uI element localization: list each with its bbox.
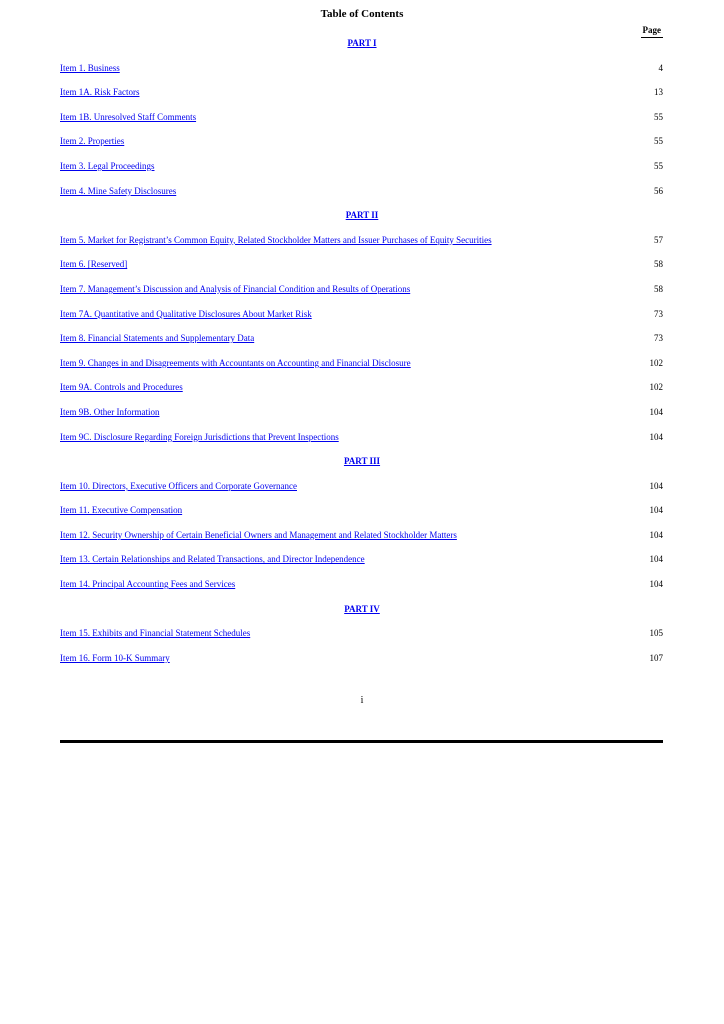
- toc-row: [60, 576, 664, 601]
- toc-row: [60, 232, 664, 257]
- toc-row: [60, 625, 664, 650]
- toc-page-number: 107: [649, 652, 663, 663]
- toc-page-number: 102: [649, 382, 663, 393]
- toc-row: [60, 650, 664, 675]
- toc-page-number: 56: [654, 185, 663, 196]
- toc-body: [60, 35, 664, 674]
- toc-page-number: 73: [654, 333, 663, 344]
- toc-item-link[interactable]: Item 7. Management’s Discussion and Analysis of Financial Condition and Results of Operations: [60, 283, 411, 294]
- toc-row: [60, 502, 664, 527]
- toc-row: [60, 183, 664, 208]
- toc-row: [60, 60, 664, 85]
- page-divider: [60, 740, 663, 743]
- toc-page-number: 55: [654, 136, 663, 147]
- toc-page-number: 104: [649, 554, 663, 565]
- toc-row: [60, 306, 664, 331]
- part-heading: [60, 35, 664, 60]
- toc-page-number: 58: [654, 283, 663, 294]
- toc-item-link[interactable]: Item 14. Principal Accounting Fees and Services: [60, 579, 236, 590]
- toc-page-number: 102: [649, 357, 663, 368]
- toc-item-link[interactable]: Item 15. Exhibits and Financial Statement Schedules: [60, 628, 251, 639]
- part-heading: [60, 601, 664, 626]
- toc-row: [60, 133, 664, 158]
- toc-item-link[interactable]: Item 5. Market for Registrant’s Common Equity, Related Stockholder Matters and Issuer Purchases of Equity Securities: [60, 234, 492, 245]
- toc-row: [60, 551, 664, 576]
- toc-row: [60, 527, 664, 552]
- toc-row: [60, 355, 664, 380]
- part-heading-link[interactable]: PART I: [347, 38, 377, 48]
- toc-row: [60, 281, 664, 306]
- toc-row: [60, 158, 664, 183]
- toc-page-number: 104: [649, 406, 663, 417]
- toc-item-link[interactable]: Item 11. Executive Compensation: [60, 505, 183, 516]
- toc-item-link[interactable]: Item 1. Business: [60, 62, 120, 73]
- toc-row: [60, 84, 664, 109]
- toc-page-number: 58: [654, 259, 663, 270]
- toc-row: [60, 109, 664, 134]
- toc-row: [60, 404, 664, 429]
- page-column-header: Page: [641, 25, 664, 38]
- toc-page-number: 73: [654, 308, 663, 319]
- toc-page-number: 104: [649, 480, 663, 491]
- toc-row: [60, 379, 664, 404]
- part-heading-link[interactable]: PART II: [345, 210, 379, 221]
- toc-row: [60, 478, 664, 503]
- toc-item-link[interactable]: Item 3. Legal Proceedings: [60, 160, 155, 171]
- part-heading: [60, 453, 664, 478]
- toc-title: Table of Contents: [320, 8, 404, 20]
- toc-item-link[interactable]: Item 9A. Controls and Procedures: [60, 382, 183, 393]
- part-heading-link[interactable]: PART III: [343, 456, 381, 467]
- toc-item-link[interactable]: Item 10. Directors, Executive Officers and Corporate Governance: [60, 480, 297, 491]
- toc-page-number: 104: [649, 505, 663, 516]
- toc-item-link[interactable]: Item 16. Form 10-K Summary: [60, 652, 170, 663]
- toc-item-link[interactable]: Item 9. Changes in and Disagreements with Accountants on Accounting and Financial Disclosure: [60, 357, 411, 368]
- toc-item-link[interactable]: Item 6. [Reserved]: [60, 259, 128, 270]
- toc-page-number: 57: [654, 234, 663, 245]
- toc-item-link[interactable]: Item 1B. Unresolved Staff Comments: [60, 111, 197, 122]
- toc-page-number: 55: [654, 111, 663, 122]
- page-number: i: [360, 695, 364, 706]
- toc-item-link[interactable]: Item 9C. Disclosure Regarding Foreign Jurisdictions that Prevent Inspections: [60, 431, 339, 442]
- toc-page-number: 4: [658, 62, 663, 73]
- toc-item-link[interactable]: Item 4. Mine Safety Disclosures: [60, 185, 177, 196]
- toc-page-number: 13: [654, 87, 663, 98]
- toc-item-link[interactable]: Item 12. Security Ownership of Certain Beneficial Owners and Management and Related Stockholder Matters: [60, 529, 457, 540]
- toc-page-number: 55: [654, 160, 663, 171]
- toc-item-link[interactable]: Item 1A. Risk Factors: [60, 87, 140, 98]
- toc-item-link[interactable]: Item 9B. Other Information: [60, 406, 160, 417]
- toc-page-number: 104: [649, 431, 663, 442]
- part-heading: [60, 207, 664, 232]
- toc-item-link[interactable]: Item 8. Financial Statements and Supplementary Data: [60, 333, 255, 344]
- toc-page-number: 104: [649, 529, 663, 540]
- toc-page-number: 105: [649, 628, 663, 639]
- toc-page-number: 104: [649, 579, 663, 590]
- toc-row: [60, 429, 664, 454]
- toc-item-link[interactable]: Item 2. Properties: [60, 136, 125, 147]
- toc-item-link[interactable]: Item 13. Certain Relationships and Related Transactions, and Director Independence: [60, 554, 365, 565]
- toc-row: [60, 256, 664, 281]
- part-heading-link[interactable]: PART IV: [344, 603, 380, 614]
- toc-item-link[interactable]: Item 7A. Quantitative and Qualitative Disclosures About Market Risk: [60, 308, 312, 319]
- toc-row: [60, 330, 664, 355]
